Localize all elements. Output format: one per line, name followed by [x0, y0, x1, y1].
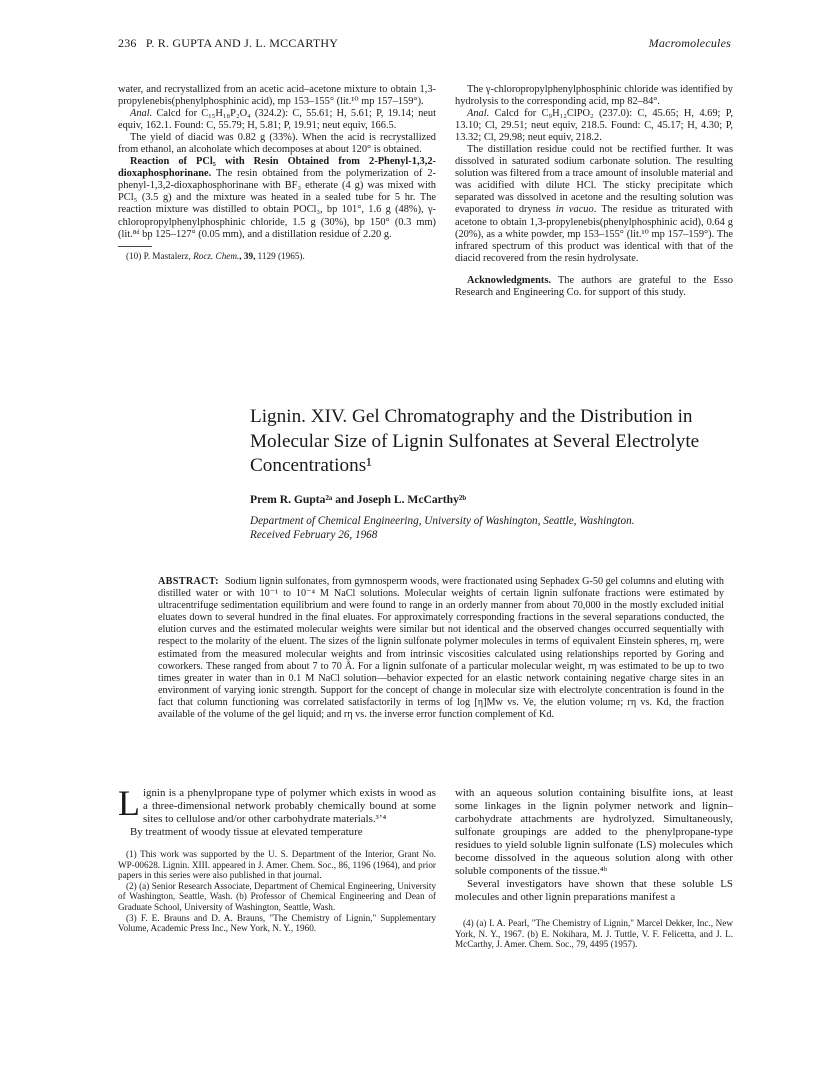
paragraph-italic: in vacuo: [555, 204, 594, 216]
footnote-text: (10) P. Mastalerz,: [126, 250, 194, 261]
ack-text: The authors are grateful to the Esso Research and Engineering Co. for support of this study.: [455, 274, 733, 298]
footnotes-left: [118, 849, 436, 934]
top-right-column: [455, 84, 733, 299]
running-head-left: [118, 36, 338, 51]
abstract-label: ABSTRACT:: [158, 576, 219, 587]
top-left-column: [118, 84, 436, 261]
paragraph: water, and recrystallized from an acetic acid–acetone mixture to obtain 1,3-propylenebis(phenylphosphinic acid), mp 153–155° (lit.¹⁰ mp 157–159°).: [118, 84, 436, 108]
abstract: [158, 576, 724, 721]
anal-label: Anal.: [130, 108, 153, 120]
anal-label: Anal.: [467, 108, 490, 120]
paragraph: The yield of diacid was 0.82 g (33%). When the acid is recrystallized from ethanol, an alcoholate which decomposes at about 120° is obtained.: [118, 132, 436, 156]
anal-text: Calcd for C₁₅H₁₈P₂O₄ (324.2): C, 55.61; H, 5.61; P, 19.14; neut equiv, 162.1. Found: C, 55.79; H, 5.81; P, 19.91; neut equiv, 166.5.: [118, 108, 436, 132]
section-heading: Reaction of PCl₅ with Resin Obtained from 2-Phenyl-1,3,2-dioxaphosphorinane.: [118, 156, 436, 180]
footnote-text: 1129 (1965).: [255, 250, 305, 261]
article-header: [250, 405, 750, 542]
affiliation-text: Department of Chemical Engineering, University of Washington, Seattle, Washington.: [250, 514, 635, 527]
footnote-10: [118, 251, 436, 262]
paragraph-text: . The residue as triturated with acetone to obtain 1,3-propylenebis(phenylphosphinic acid), 0.64 g (20%), as a white powder, mp 153–155° (lit.¹⁰ mp 157–159°). The infrared spectrum of this product was identical with that of the diacid recovered from the resin hydrolysate.: [455, 204, 733, 264]
acknowledgments: [455, 275, 733, 299]
paragraph-text: The distillation residue could not be rectified further. It was dissolved in saturated sodium carbonate solution. The resulting solution was filtered from a trace amount of insoluble material and was acidified with dilute HCl. The sticky precipitate which separated was dissolved in acetone and the resulting solution was evaporated to dryness: [455, 144, 733, 216]
article-authors: Prem R. Gupta²ᵃ and Joseph L. McCarthy²ᵇ: [250, 492, 467, 506]
paragraph: Several investigators have shown that these soluble LS molecules and other lignin preparations manifest a: [455, 878, 733, 903]
paragraph: with an aqueous solution containing bisulfite ions, at least some linkages in the lignin polymer network and lignin–carbohydrate attachments are hydrolyzed. Simultaneously, sulfonate groupings are added to the phenylpropane-type residues to yield soluble lignin sulfonate (LS) molecules which become dissolved in the aqueous solution along with other soluble components of the tissue.⁴ᵇ: [455, 787, 733, 877]
body-left-column: [118, 783, 436, 934]
body-right-column: [455, 787, 733, 950]
footnote-1: (1) This work was supported by the U. S. Department of the Interior, Grant No. WP-00628. Lignin. XIII. appeared in J. Amer. Chem. Soc., 86, 1196 (1964), and prior papers in this series were also published in that journal.: [118, 849, 436, 881]
author-affiliation: [250, 514, 750, 542]
running-head: [118, 36, 731, 54]
ack-label: Acknowledgments.: [467, 274, 551, 286]
section-text: The resin obtained from the polymerization of 2-phenyl-1,3,2-dioxaphosphorinane with BF₃ etherate (4 g) was mixed with PCl₅ (3.5 g) and the mixture was heated in a sealed tube for 5 hr. The reaction mixture was distilled to obtain POCl₃, bp 101°, 1.6 g (48%), γ-chloropropylphenylphosphinic chloride, 1.5 g (30%), bp 150° (0.3 mm) (lit.⁸ᵈ bp 125–127° (0.05 mm), and a distillation residue of 2.20 g.: [118, 168, 436, 240]
journal-name: Macromolecules: [648, 36, 731, 50]
paragraph: [455, 144, 733, 264]
footnote-4: (4) (a) I. A. Pearl, "The Chemistry of Lignin," Marcel Dekker, Inc., New York, N. Y., 1967. (b) E. Nokihara, M. J. Tuttle, V. F. Felicetta, and J. L. McCarthy, J. Amer. Chem. Soc., 79, 4495 (1957).: [455, 918, 733, 950]
abstract-text: Sodium lignin sulfonates, from gymnosperm woods, were fractionated using Sephadex G-50 gel columns and eluting with distilled water or with 10⁻¹ to 10⁻⁴ M NaCl solutions. Molecular weights of certain lignin sulfonate fractions were estimated by ultracentrifuge sedimentation equilibrium and were found to range in an orderly manner from about 70,000 in the mostly excluded initial eluates down to several hundred in the final eluates. For approximately corresponding fractions in the several separations conducted, the elution curves and the estimated molecular weights were similar but not identical and the observed changes occurred sequentially with respect to the molarity of the eluent. The sizes of the lignin sulfonate polymer molecules in terms of equivalent Einstein spheres, rη, were estimated from the measured molecular weights and from intrinsic viscosities calculated using relationships reported by Goring and coworkers. These ranged from about 7 to 70 Å. For a lignin sulfonate of a particular molecular weight, rη was estimated to be up to two times greater in water than in 0.1 M NaCl solution—behavior expected for an elastic network containing negative charge sites in an environment of varying ionic strength. Support for the concept of change in molecular size with electrolyte concentration is found in the fact that column functioning was correlated satisfactorily in terms of log [η]Mw vs. Ve, the elution volume; rη vs. Kd, the fraction available of the volume of the gel liquid; and rη vs. the inverse error function complement of Kd.: [158, 576, 724, 721]
received-date: Received February 26, 1968: [250, 528, 378, 541]
intro-text: ignin is a phenylpropane type of polymer which exists in wood as a three-dimensional network probably chemically bound at some sites to cellulose and/or other carbohydrate materials.³ʼ⁴: [143, 787, 436, 825]
paragraph: By treatment of woody tissue at elevated temperature: [130, 826, 363, 838]
article-title: Lignin. XIV. Gel Chromatography and the Distribution in Molecular Size of Lignin Sulfonates at Several Electrolyte Concentrations¹: [250, 406, 700, 476]
drop-cap: L: [118, 783, 140, 823]
footnotes-right: [455, 918, 733, 950]
paragraph: The γ-chloropropylphenylphosphinic chloride was identified by hydrolysis to the corresponding acid, mp 82–84°.: [455, 84, 733, 108]
intro-paragraph: [118, 783, 436, 826]
page-number: 236: [118, 36, 137, 50]
footnote-rule: [118, 246, 152, 247]
paragraph: [455, 108, 733, 144]
paragraph: [118, 156, 436, 240]
footnote-3: (3) F. E. Brauns and D. A. Brauns, "The Chemistry of Lignin," Supplementary Volume, Academic Press Inc., New York, N. Y., 1960.: [118, 912, 436, 934]
running-head-authors: P. R. GUPTA AND J. L. MCCARTHY: [145, 36, 339, 50]
footnote-volume: , 39,: [239, 250, 256, 261]
footnote-journal: Rocz. Chem.: [193, 250, 240, 261]
anal-text: Calcd for C₉H₁₂ClPO₂ (237.0): C, 45.65; H, 4.69; P, 13.10; Cl, 29.51; neut equiv, 218.5. Found: C, 45.17; H, 4.30; P, 13.32; Cl, 29.98; neut equiv, 218.2.: [455, 108, 733, 144]
paragraph: [118, 108, 436, 132]
footnote-2: (2) (a) Senior Research Associate, Department of Chemical Engineering, University of Washington, Seattle, Wash. (b) Professor of Chemical Engineering and Dean of Graduate School, University of Washington, Seattle, Wash.: [118, 880, 436, 912]
